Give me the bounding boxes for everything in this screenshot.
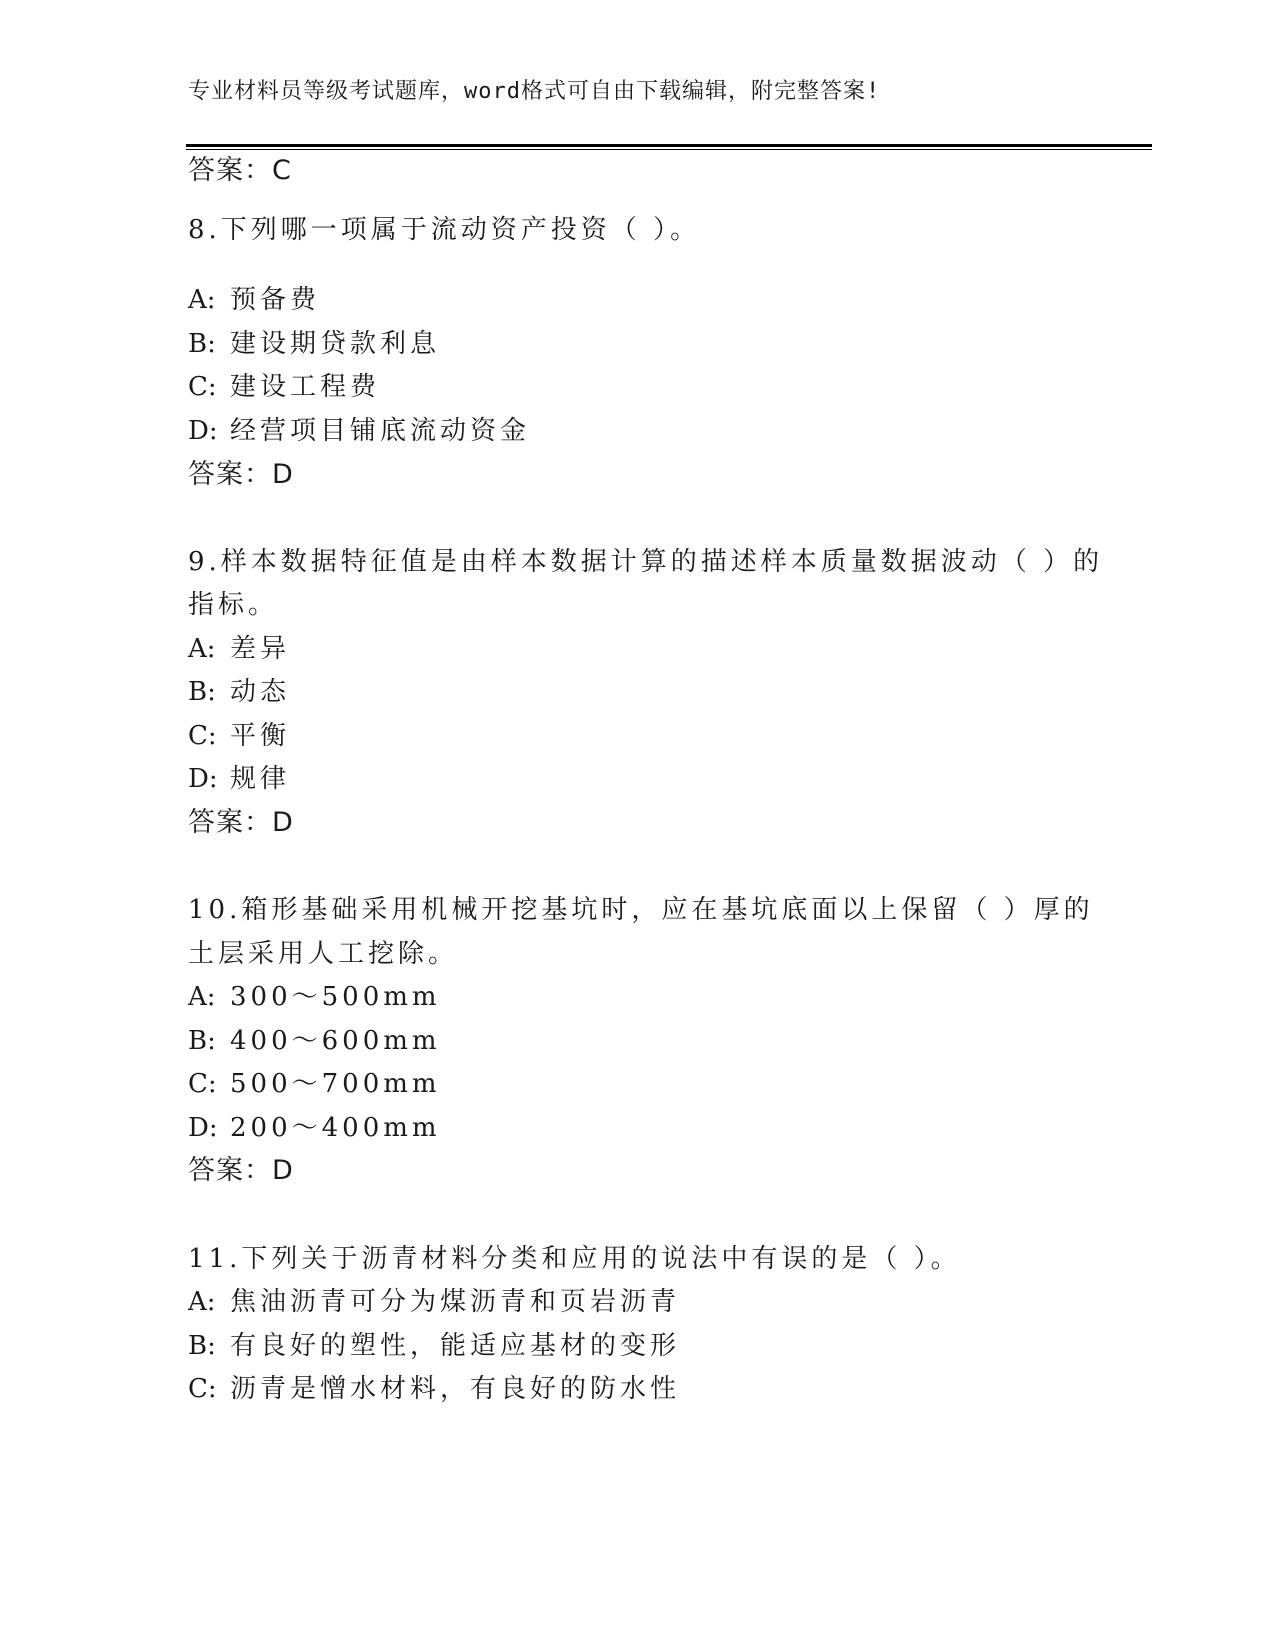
question-9-stem-line-1: 9.样本数据特征值是由样本数据计算的描述样本质量数据波动（ ）的 [188, 547, 1104, 577]
option-label: C: [188, 372, 217, 402]
option-text: 经营项目铺底流动资金 [230, 416, 531, 446]
question-10-option-d [188, 1112, 441, 1144]
question-10-answer: 答案：D [188, 1155, 294, 1186]
option-text: 建设期贷款利息 [230, 329, 441, 359]
answer-prev: 答案：C [188, 155, 292, 186]
option-label: A: [188, 982, 216, 1012]
question-8-option-c [188, 371, 380, 403]
option-label: B: [188, 1026, 216, 1056]
option-text: 有良好的塑性，能适应基材的变形 [230, 1331, 681, 1361]
question-9-answer: 答案：D [188, 807, 294, 838]
option-label: A: [188, 1287, 216, 1317]
option-label: C: [188, 1069, 217, 1099]
question-8-option-b [188, 328, 440, 360]
question-9-option-a [188, 633, 290, 665]
question-11-option-c [188, 1373, 680, 1405]
question-9-option-c [188, 720, 290, 752]
question-10-option-a [188, 981, 441, 1013]
question-11-option-b [188, 1330, 680, 1362]
option-text: 预备费 [230, 285, 321, 315]
question-10-stem-line-2: 土层采用人工挖除。 [188, 939, 459, 969]
option-label: D: [188, 1113, 218, 1143]
header-rule-thin [186, 149, 1152, 150]
question-8-answer: 答案：D [188, 459, 294, 490]
question-10-option-b [188, 1025, 441, 1057]
option-label: D: [188, 416, 218, 446]
option-text: 300～500mm [230, 982, 441, 1012]
option-text: 200～400mm [230, 1113, 441, 1143]
question-9-option-b [188, 676, 290, 708]
option-label: B: [188, 1331, 216, 1361]
question-10-stem-line-1: 10.箱形基础采用机械开挖基坑时，应在基坑底面以上保留（ ）厚的 [188, 895, 1094, 925]
option-text: 焦油沥青可分为煤沥青和页岩沥青 [230, 1287, 681, 1317]
option-text: 差异 [230, 634, 291, 664]
option-label: C: [188, 721, 217, 751]
option-text: 500～700mm [230, 1069, 441, 1099]
question-9-option-d [188, 763, 290, 795]
option-label: C: [188, 1374, 217, 1404]
option-text: 动态 [230, 677, 291, 707]
question-8-option-d [188, 415, 530, 447]
question-8-option-a [188, 284, 320, 316]
question-11-option-a [188, 1286, 680, 1318]
option-label: A: [188, 634, 216, 664]
header-rule-thick [186, 144, 1152, 147]
option-label: B: [188, 329, 216, 359]
option-label: B: [188, 677, 216, 707]
option-text: 建设工程费 [230, 372, 381, 402]
question-9-stem-line-2: 指标。 [188, 590, 279, 620]
page-header: 专业材料员等级考试题库，word格式可自由下载编辑，附完整答案! [188, 79, 881, 104]
question-11-stem: 11.下列关于沥青材料分类和应用的说法中有误的是（ ）。 [188, 1244, 961, 1274]
option-label: A: [188, 285, 216, 315]
option-text: 平衡 [230, 721, 291, 751]
option-text: 400～600mm [230, 1026, 441, 1056]
option-text: 规律 [230, 764, 291, 794]
option-text: 沥青是憎水材料，有良好的防水性 [230, 1374, 681, 1404]
question-10-option-c [188, 1068, 441, 1100]
option-label: D: [188, 764, 218, 794]
question-8-stem: 8.下列哪一项属于流动资产投资（ ）。 [188, 215, 701, 245]
